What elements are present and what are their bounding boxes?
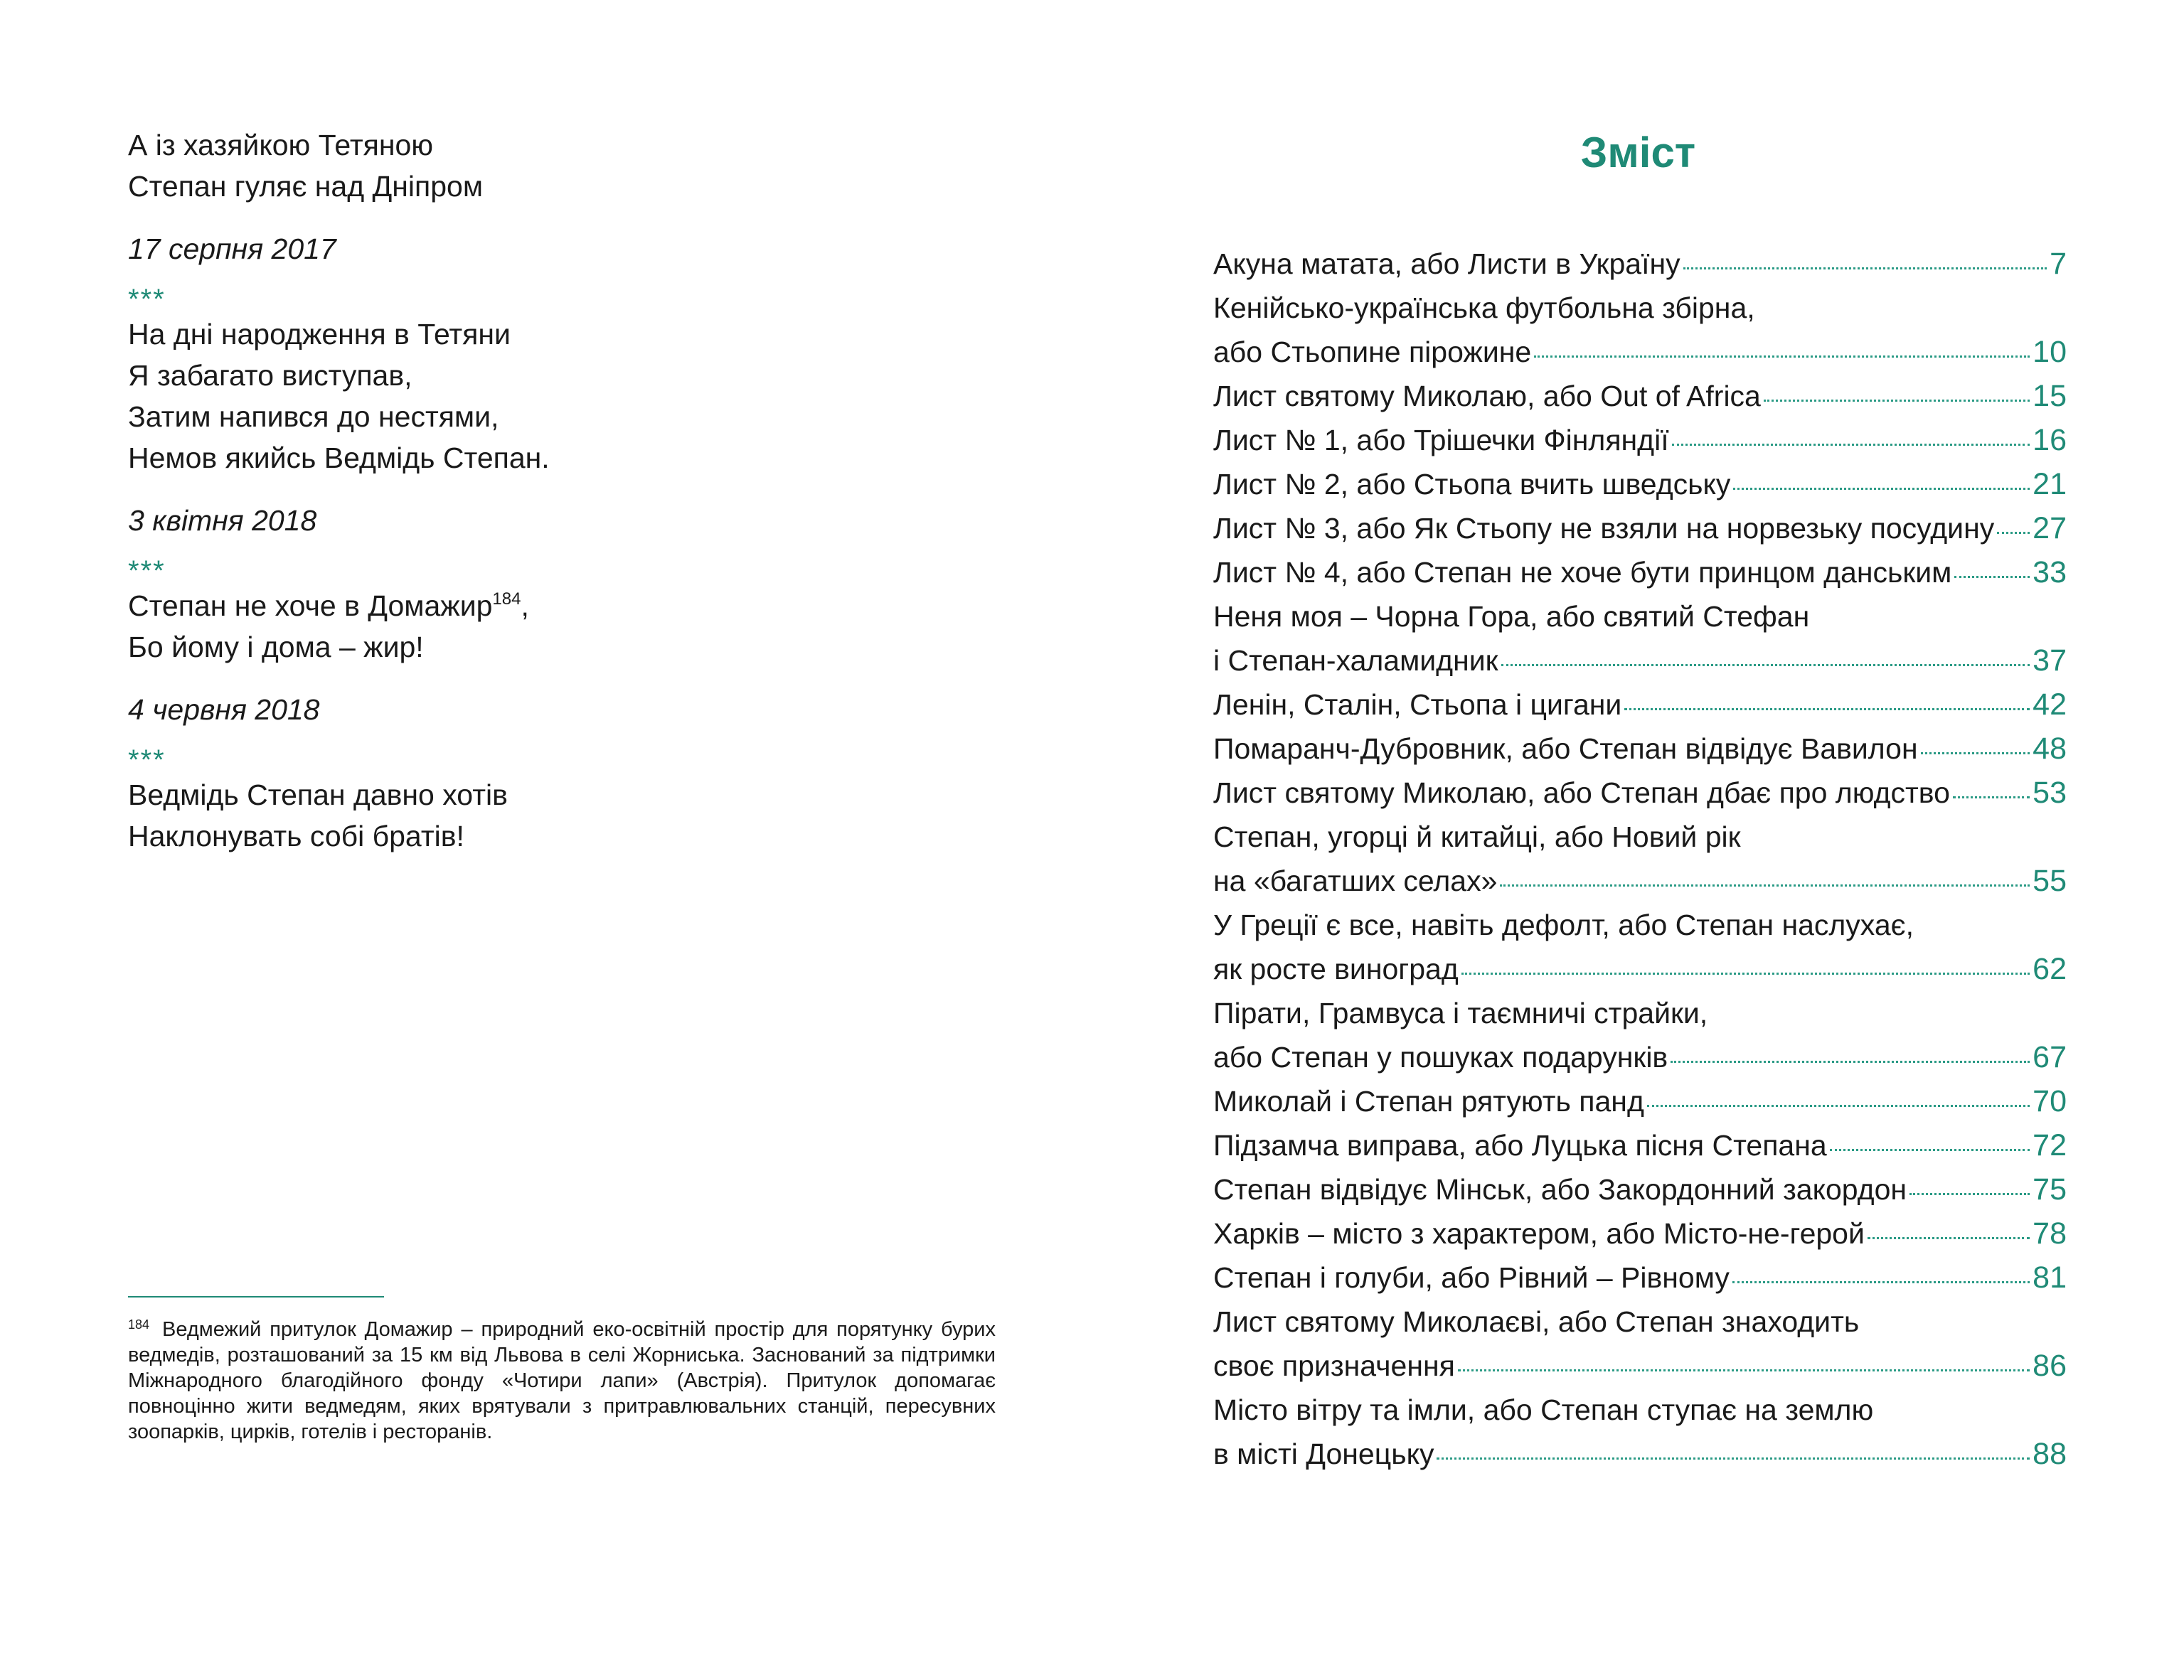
footnote-text: Ведмежий притулок Домажир – природний еко-освітній простір для порятунку бурих ведмедів, розташований за 15 км від Львова в селі Жорниська. Заснований за підтримки Міжнародного благодійного фонду «Чотири лапи» (Австрія). Притулок допомагає повноцінно жити ведмедям, яких врятували з притравлювальних станцій, пересувних зоопарків, цирків, готелів і ресторанів. (128, 1318, 996, 1443)
poem-line: Я забагато виступав, (128, 359, 412, 392)
toc-entry-title: Лист № 3, або Як Стьопу не взяли на норвезьку посудину (1213, 512, 1995, 545)
toc-entry-row (1213, 1344, 2067, 1388)
toc-entry-title: в місті Донецьку (1213, 1438, 1434, 1470)
toc-entry-row (1213, 374, 2067, 418)
poem-block (128, 124, 981, 857)
dot-leader (1953, 796, 2030, 798)
dot-leader (1437, 1457, 2030, 1460)
toc-page-number: 55 (2033, 864, 2067, 898)
toc-entry[interactable] (1213, 506, 2067, 550)
poem-line: Затим напився до нестями, (128, 400, 499, 433)
toc-page-number: 16 (2033, 423, 2067, 457)
dot-leader (1830, 1149, 2030, 1151)
poem-line: Наклонувать собі братів! (128, 820, 464, 852)
toc-entry[interactable] (1213, 815, 2067, 903)
toc-entry-title-line: Місто вітру та імли, або Степан ступає на землю (1213, 1393, 1874, 1426)
toc-entry[interactable] (1213, 1079, 2067, 1123)
dot-leader (1732, 1281, 2030, 1283)
toc-entry[interactable] (1213, 1300, 2067, 1388)
footnote-number: 184 (128, 1317, 150, 1332)
toc-entry[interactable] (1213, 374, 2067, 418)
toc-entry-title: або Степан у пошуках подарунків (1213, 1041, 1668, 1074)
toc-entry-row (1213, 771, 2067, 815)
toc-entry[interactable] (1213, 903, 2067, 991)
toc-entry[interactable] (1213, 550, 2067, 594)
toc-entry-title-line: Степан, угорці й китайці, або Новий рік (1213, 820, 1741, 853)
dot-leader (1909, 1193, 2030, 1195)
toc-entry-title: Степан і голуби, або Рівний – Рівному (1213, 1261, 1730, 1294)
table-of-contents (1213, 242, 2067, 1476)
toc-entry-row (1213, 1432, 2067, 1476)
toc-entry[interactable] (1213, 991, 2067, 1079)
toc-entry[interactable] (1213, 683, 2067, 727)
toc-entry-row (1213, 1167, 2067, 1211)
toc-page-number: 75 (2033, 1172, 2067, 1207)
toc-page-number: 62 (2033, 952, 2067, 986)
toc-page-number: 53 (2033, 776, 2067, 810)
dot-leader (1764, 400, 2030, 402)
toc-entry[interactable] (1213, 1211, 2067, 1256)
poem-line: Степан гуляє над Дніпром (128, 170, 484, 203)
toc-entry-row (1213, 638, 2067, 683)
toc-entry-row (1213, 1256, 2067, 1300)
toc-entry-title: як росте виноград (1213, 953, 1459, 985)
poem-line: А із хазяйкою Тетяною (128, 129, 434, 161)
toc-page-number: 21 (2033, 467, 2067, 501)
toc-entry[interactable] (1213, 1256, 2067, 1300)
toc-page-number: 72 (2033, 1128, 2067, 1162)
entry-date: 17 серпня 2017 (128, 232, 336, 265)
toc-entry-title: своє призначення (1213, 1349, 1455, 1382)
toc-entry[interactable] (1213, 1167, 2067, 1211)
dot-leader (1647, 1105, 2030, 1107)
entry-date: 3 квітня 2018 (128, 504, 317, 537)
dot-leader (1921, 752, 2030, 754)
toc-entry-row (1213, 506, 2067, 550)
toc-entry-title-line: Кенійсько-українська футбольна збірна, (1213, 291, 1755, 324)
dot-leader (1500, 884, 2030, 887)
toc-entry-title: або Стьопине пірожине (1213, 336, 1532, 368)
dot-leader (1954, 576, 2030, 578)
toc-entry-row (1213, 418, 2067, 462)
toc-entry-title: Ленін, Сталін, Стьопа і цигани (1213, 688, 1622, 721)
toc-entry-title: Миколай і Степан рятують панд (1213, 1085, 1644, 1118)
toc-entry-row (1213, 550, 2067, 594)
toc-entry[interactable] (1213, 1123, 2067, 1167)
toc-entry-row (1213, 947, 2067, 991)
separator-stars: *** (128, 284, 166, 315)
toc-page-number: 7 (2050, 247, 2067, 281)
toc-page-number: 48 (2033, 732, 2067, 766)
poem-text: , (521, 589, 529, 622)
toc-entry-title: Лист № 2, або Стьопа вчить шведську (1213, 468, 1731, 501)
dot-leader (1534, 355, 2030, 358)
toc-page-number: 37 (2033, 643, 2067, 678)
dot-leader (1624, 708, 2030, 710)
dot-leader (1868, 1237, 2030, 1239)
toc-entry-row (1213, 1211, 2067, 1256)
toc-entry-title-line: Неня моя – Чорна Гора, або святий Стефан (1213, 600, 1810, 633)
footnote-ref[interactable]: 184 (492, 589, 521, 609)
poem-line: Бо йому і дома – жир! (128, 631, 424, 663)
dot-leader (1458, 1369, 2030, 1371)
toc-entry[interactable] (1213, 594, 2067, 683)
footnote (128, 1312, 996, 1445)
dot-leader (1461, 973, 2030, 975)
toc-entry-row (1213, 683, 2067, 727)
toc-page-number: 27 (2033, 511, 2067, 545)
toc-entry-title: Лист святому Миколаю, або Out of Africa (1213, 380, 1761, 412)
toc-entry-row (1213, 462, 2067, 506)
toc-entry-row (1213, 330, 2067, 374)
toc-page-number: 33 (2033, 555, 2067, 589)
toc-entry-row (1213, 727, 2067, 771)
toc-page-number: 67 (2033, 1040, 2067, 1074)
entry-date: 4 червня 2018 (128, 693, 320, 726)
toc-entry-title: Лист святому Миколаю, або Степан дбає про людство (1213, 776, 1950, 809)
toc-entry[interactable] (1213, 1388, 2067, 1476)
toc-page-number: 10 (2033, 335, 2067, 369)
toc-entry-title-line: Лист святому Миколаєві, або Степан знаходить (1213, 1305, 1860, 1338)
toc-entry-row (1213, 242, 2067, 286)
footnote-divider (128, 1296, 384, 1298)
poem-line: На дні народження в Тетяни (128, 318, 511, 351)
toc-entry[interactable] (1213, 462, 2067, 506)
toc-page-number: 78 (2033, 1216, 2067, 1251)
separator-stars: *** (128, 744, 166, 776)
toc-entry-title: Степан відвідує Мінськ, або Закордонний закордон (1213, 1173, 1907, 1206)
toc-entry[interactable] (1213, 771, 2067, 815)
toc-entry[interactable] (1213, 727, 2067, 771)
toc-entry-title: і Степан-халамидник (1213, 644, 1498, 677)
toc-page-number: 81 (2033, 1261, 2067, 1295)
dot-leader (1671, 1061, 2030, 1063)
toc-page-number: 42 (2033, 687, 2067, 722)
dot-leader (1733, 488, 2030, 490)
dot-leader (1683, 267, 2047, 269)
toc-entry-row (1213, 1123, 2067, 1167)
toc-entry-title-line: У Греції є все, навіть дефолт, або Степан наслухає, (1213, 909, 1914, 941)
toc-entry-row (1213, 1035, 2067, 1079)
toc-entry-title: Підзамча виправа, або Луцька пісня Степана (1213, 1129, 1827, 1162)
toc-entry-title-line: Пірати, Грамвуса і таємничі страйки, (1213, 997, 1708, 1029)
poem-line: Немов якийсь Ведмідь Степан. (128, 442, 550, 474)
toc-entry-title: на «багатших селах» (1213, 865, 1498, 897)
toc-entry-title: Акуна матата, або Листи в Україну (1213, 247, 1680, 280)
toc-title: Зміст (1580, 129, 1696, 176)
toc-entry-row (1213, 859, 2067, 903)
toc-page-number: 70 (2033, 1084, 2067, 1118)
toc-entry[interactable] (1213, 286, 2067, 374)
toc-entry-title: Помаранч-Дубровник, або Степан відвідує Вавилон (1213, 732, 1918, 765)
toc-entry-title: Лист № 4, або Степан не хоче бути принцом данським (1213, 556, 1952, 589)
toc-entry-title: Лист № 1, або Трішечки Фінляндії (1213, 424, 1669, 456)
dot-leader (1501, 664, 2030, 666)
poem-line: Ведмідь Степан давно хотів (128, 779, 508, 811)
poem-line (128, 585, 981, 626)
toc-entry-row (1213, 1079, 2067, 1123)
toc-page-number: 88 (2033, 1437, 2067, 1471)
dot-leader (1672, 444, 2030, 446)
separator-stars: *** (128, 555, 166, 587)
poem-text: Степан не хоче в Домажир (128, 589, 493, 622)
toc-entry[interactable] (1213, 242, 2067, 286)
right-page (1092, 0, 2184, 1680)
toc-page-number: 15 (2033, 379, 2067, 413)
dot-leader (1997, 532, 2030, 534)
toc-entry-title: Харків – місто з характером, або Місто-не-герой (1213, 1217, 1865, 1250)
toc-entry[interactable] (1213, 418, 2067, 462)
toc-page-number: 86 (2033, 1349, 2067, 1383)
